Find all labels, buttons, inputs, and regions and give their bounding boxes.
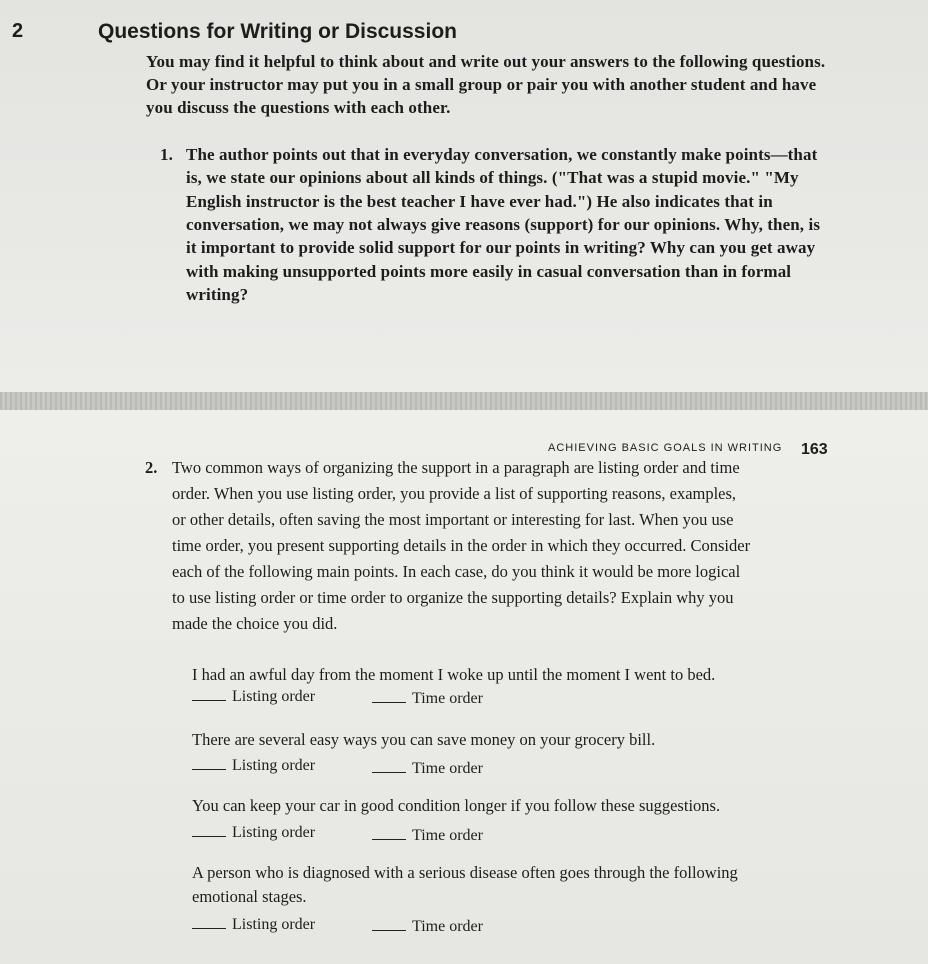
option-label: Time order xyxy=(412,760,483,777)
option-label: Listing order xyxy=(232,757,316,774)
q1-line-1: The author points out that in everyday conversation, we constantly make points—that xyxy=(186,145,818,164)
option-label: Listing order xyxy=(232,824,316,841)
page-gap xyxy=(0,392,928,410)
q2-line-2: order. When you use listing order, you provide a list of supporting reasons, examples, xyxy=(172,484,737,503)
item-3-option-listing[interactable] xyxy=(192,824,315,842)
item-4-statement-line-1: A person who is diagnosed with a serious disease often goes through the following xyxy=(192,863,738,882)
item-3-option-time[interactable] xyxy=(372,827,483,845)
intro-line-2: Or your instructor may put you in a small group or pair you with another student and have xyxy=(146,75,817,94)
item-2-statement: There are several easy ways you can save money on your grocery bill. xyxy=(192,730,656,749)
item-2-option-listing[interactable] xyxy=(192,757,315,775)
answer-blank[interactable] xyxy=(372,827,406,840)
item-1-option-listing[interactable] xyxy=(192,688,315,706)
q2-number: 2. xyxy=(145,458,158,477)
option-label: Time order xyxy=(412,918,483,935)
item-4-option-time[interactable] xyxy=(372,918,483,936)
q2-line-4: time order, you present supporting details in the order in which they occurred. Consider xyxy=(172,536,751,555)
q2-line-3: or other details, often saving the most important or interesting for last. When you use xyxy=(172,510,734,529)
option-label: Listing order xyxy=(232,688,316,705)
q1-line-7: writing? xyxy=(186,285,249,304)
item-4-statement-line-2: emotional stages. xyxy=(192,887,307,906)
answer-blank[interactable] xyxy=(372,918,406,931)
option-label: Listing order xyxy=(232,916,316,933)
item-1-option-time[interactable] xyxy=(372,690,483,708)
item-2-option-time[interactable] xyxy=(372,760,483,778)
q2-line-7: made the choice you did. xyxy=(172,614,338,633)
option-label: Time order xyxy=(412,827,483,844)
page-number: 163 xyxy=(801,441,828,458)
answer-blank[interactable] xyxy=(192,757,226,770)
section-number: 2 xyxy=(12,20,24,42)
item-4-option-listing[interactable] xyxy=(192,916,315,934)
answer-blank[interactable] xyxy=(372,690,406,703)
answer-blank[interactable] xyxy=(372,760,406,773)
q2-line-6: to use listing order or time order to organize the supporting details? Explain why you xyxy=(172,588,734,607)
q1-line-5: it important to provide solid support for our points in writing? Why can you get away xyxy=(186,238,816,257)
q1-line-3: English instructor is the best teacher I have ever had.") He also indicates that in xyxy=(186,192,773,211)
item-3-statement: You can keep your car in good condition longer if you follow these suggestions. xyxy=(192,796,721,815)
q2-line-1: Two common ways of organizing the support in a paragraph are listing order and time xyxy=(172,458,740,477)
running-head: ACHIEVING BASIC GOALS IN WRITING xyxy=(548,442,783,454)
q1-line-6: with making unsupported points more easily in casual conversation than in formal xyxy=(186,262,792,281)
q1-number: 1. xyxy=(160,145,173,164)
option-label: Time order xyxy=(412,690,483,707)
item-1-statement: I had an awful day from the moment I woke up until the moment I went to bed. xyxy=(192,665,716,684)
q1-line-2: is, we state our opinions about all kinds of things. ("That was a stupid movie." "My xyxy=(186,168,799,187)
answer-blank[interactable] xyxy=(192,916,226,929)
intro-line-1: You may find it helpful to think about and write out your answers to the following questions. xyxy=(146,52,826,71)
intro-line-3: you discuss the questions with each other. xyxy=(146,98,451,117)
answer-blank[interactable] xyxy=(192,824,226,837)
section-title: Questions for Writing or Discussion xyxy=(98,20,457,43)
q1-line-4: conversation, we may not always give reasons (support) for our opinions. Why, then, is xyxy=(186,215,821,234)
answer-blank[interactable] xyxy=(192,688,226,701)
q2-line-5: each of the following main points. In each case, do you think it would be more logical xyxy=(172,562,741,581)
